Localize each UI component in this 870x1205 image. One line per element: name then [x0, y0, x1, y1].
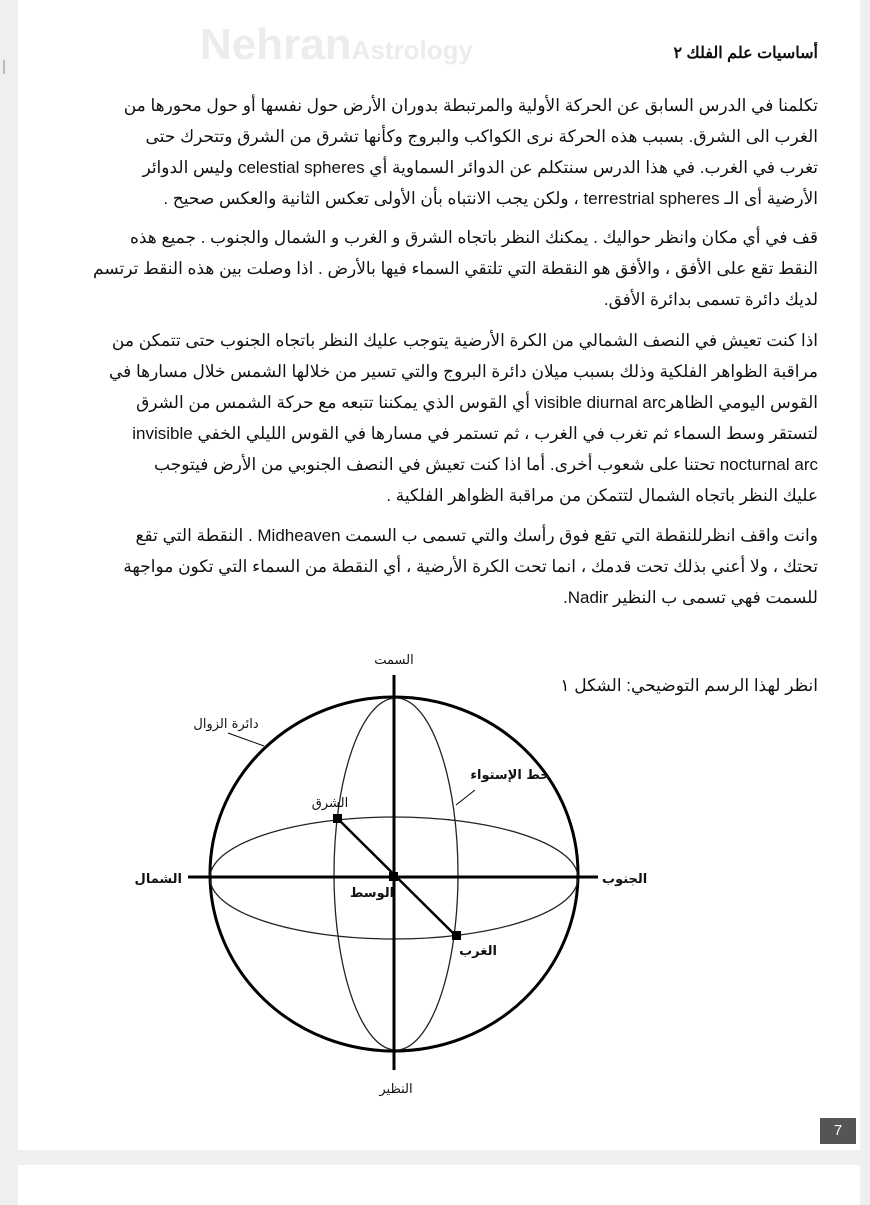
text-line: عليك النظر باتجاه الشمال لتتمكن من مراقبة الظواهر الفلكية . — [386, 486, 818, 505]
label-meridian: دائرة الزوال — [193, 717, 259, 732]
equator-leader — [456, 790, 475, 805]
label-zenith: السمت — [374, 653, 414, 668]
text-line: الأرضية أى الـ terrestrial spheres ، ولكن يجب الانتباه بأن الأولى تعكس الثانية والعكس صحيح . — [163, 189, 818, 208]
label-north: الشمال — [134, 872, 182, 887]
text-line: اذا كنت تعيش في النصف الشمالي من الكرة الأرضية يتوجب عليك النظر باتجاه الجنوب حتى تتمكن من — [111, 331, 818, 350]
text-line: وانت واقف انظرللنقطة التي تقع فوق رأسك والتي تسمى ب السمت Midheaven . النقطة التي تقع — [135, 526, 818, 545]
text-line: للسمت فهي تسمى ب النظير Nadir. — [563, 588, 818, 607]
text-line: النقط تقع على الأفق ، والأفق هو النقطة التي تلتقي السماء فيها بالأرض . اذا وصلت بين هذه النقط ترتسم — [93, 259, 818, 278]
watermark-logo: NehranAstrology — [200, 20, 473, 69]
label-equator: خط الإستواء — [470, 768, 550, 783]
label-south: الجنوب — [602, 872, 648, 887]
text-line: تكلمنا في الدرس السابق عن الحركة الأولية والمرتبطة بدوران الأرض حول نفسها أو حول محورها من — [123, 96, 818, 115]
east-point — [333, 814, 342, 823]
page-number: 7 — [820, 1118, 856, 1144]
label-nadir: النظير — [379, 1082, 413, 1097]
text-line: تغرب في الغرب. في هذا الدرس سنتكلم عن الدوائر السماوية أي celestial spheres وليس الدوائر — [142, 158, 818, 177]
text-line: لتستقر وسط السماء ثم تغرب في الغرب ، ثم تستمر في مسارها في القوس الليلي الخفي invisible — [132, 424, 818, 443]
text-line: قف في أي مكان وانظر حواليك . يمكنك النظر باتجاه الشرق و الغرب و الشمال والجنوب . جميع هذه — [129, 228, 818, 247]
figure-caption: انظر لهذا الرسم التوضيحي: الشكل ١ — [560, 676, 818, 695]
text-line: nocturnal arc تحتنا على شعوب أخرى. أما اذا كنت تعيش في النصف الجنوبي من الأرض فيتوجب — [154, 455, 818, 474]
next-page — [18, 1165, 860, 1205]
text-line: القوس اليومي الظاهرvisible diurnal arc أي القوس الذي يمكننا تتبعه مع حركة الشمس من الشرق — [136, 393, 818, 412]
meridian-leader — [228, 733, 264, 746]
text-line: تحتك ، ولا أعني بذلك تحت قدمك ، انما تحت الكرة الأرضية ، أي النقطة من السماء التي تكون مواجهة — [123, 557, 818, 576]
text-line: لديك دائرة تسمى بدائرة الأفق. — [603, 290, 818, 309]
label-east: الشرق — [311, 796, 349, 811]
west-point — [452, 931, 461, 940]
center-point — [389, 872, 398, 881]
text-line: الغرب الى الشرق. بسبب هذه الحركة نرى الكواكب والبروج وكأنها تشرق من الشرق وتتحرك حتى — [145, 127, 818, 146]
label-west: الغرب — [459, 944, 497, 959]
label-center: الوسط — [349, 886, 395, 901]
text-line: مراقبة الظواهر الفلكية وذلك بسبب ميلان دائرة البروج والتي تسير من خلالها الشمس خلال مسارها في — [108, 362, 818, 381]
page-title: أساسيات علم الفلك ٢ — [673, 45, 818, 62]
